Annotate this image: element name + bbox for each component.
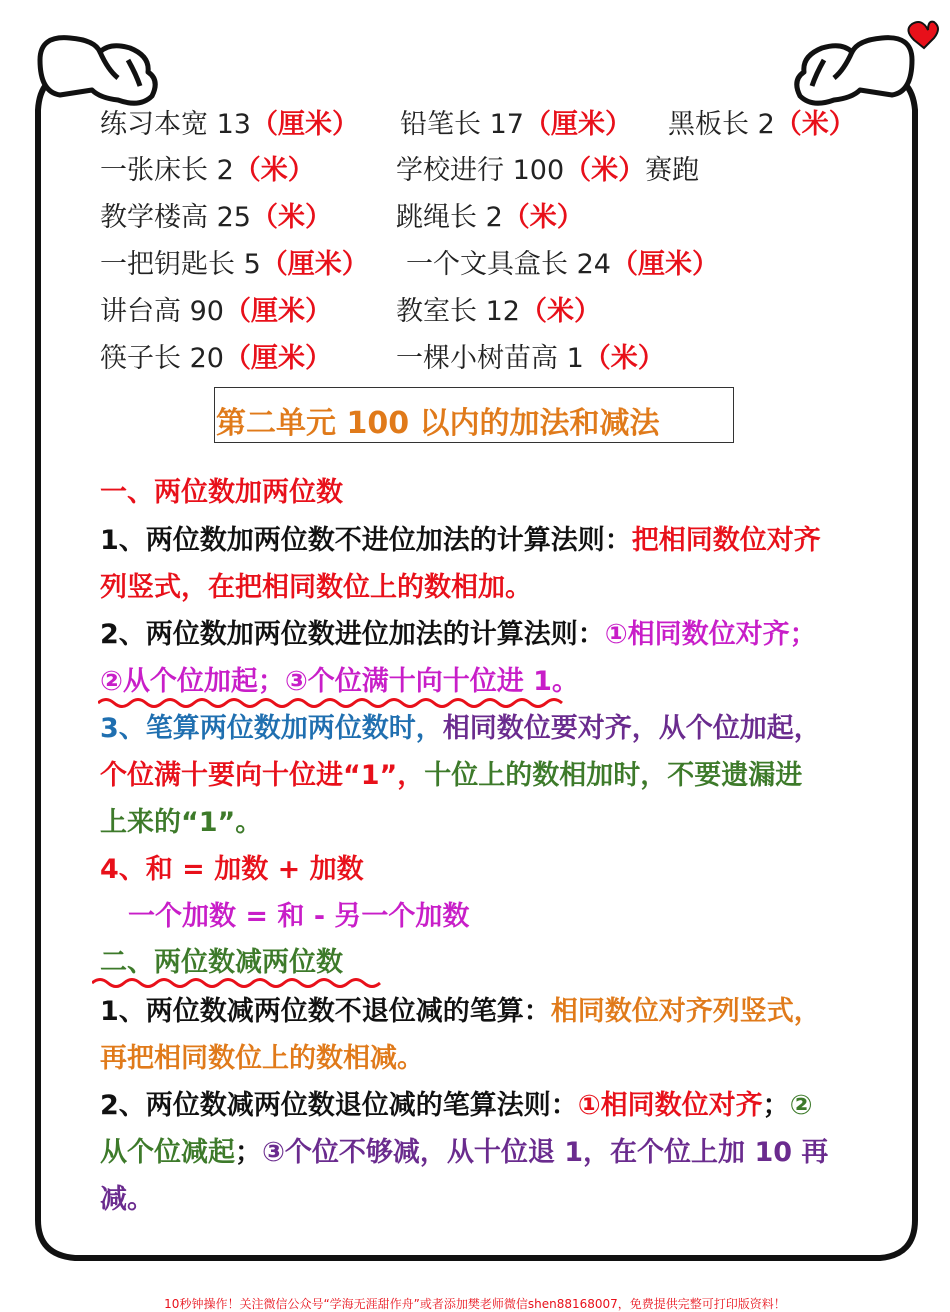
rule-3-line-3: 上来的“1”。: [100, 807, 263, 838]
sub-rule-1-line-2: 再把相同数位上的数相减。: [100, 1043, 424, 1074]
vocab-item: 教学楼高 25（米）: [100, 202, 332, 233]
sub-rule-2-line-2: 从个位减起；③个位不够减，从十位退 1，在个位上加 10 再: [100, 1137, 829, 1168]
vocab-item: 跳绳长 2（米）: [396, 202, 584, 233]
rule-4-line-1: 4、和 = 加数 + 加数: [100, 854, 364, 885]
vocab-item: 讲台高 90（厘米）: [100, 296, 332, 327]
rule-1-line-2: 列竖式，在把相同数位上的数相加。: [100, 572, 532, 603]
rule-4-line-2: 一个加数 = 和 - 另一个加数: [128, 901, 470, 932]
rule-3-line-1: 3、笔算两位数加两位数时，相同数位要对齐，从个位加起，: [100, 713, 821, 744]
underline-wave: [92, 976, 382, 990]
vocab-item: 黑板长 2（米）: [668, 109, 856, 140]
section-2-title: 二、两位数减两位数: [100, 947, 343, 978]
vocab-item: 一张床长 2（米）: [100, 155, 315, 186]
rule-1-line-1: 1、两位数加两位数不进位加法的计算法则：把相同数位对齐: [100, 525, 821, 556]
unit-title: 第二单元 100 以内的加法和减法: [216, 406, 660, 441]
vocab-item: 一把钥匙长 5（厘米）: [100, 249, 369, 280]
vocab-item: 教室长 12（米）: [396, 296, 601, 327]
left-hand-icon: [40, 38, 155, 104]
footer-note: 10秒钟操作！关注微信公众号“学海无涯甜作舟”或者添加樊老师微信shen88168007，免费提供完整可打印版资料！: [164, 1297, 786, 1311]
right-hand-icon: [797, 38, 912, 104]
vocab-item: 铅笔长 17（厘米）: [400, 109, 632, 140]
vocab-item: 一棵小树苗高 1（米）: [396, 343, 665, 374]
section-1-title: 一、两位数加两位数: [100, 477, 343, 508]
rule-2-line-1: 2、两位数加两位数进位加法的计算法则：①相同数位对齐；: [100, 619, 817, 650]
vocab-item: 练习本宽 13（厘米）: [100, 109, 359, 140]
rule-3-line-2: 个位满十要向十位进“1”，十位上的数相加时，不要遗漏进: [100, 760, 803, 791]
sub-rule-2-line-3: 减。: [100, 1184, 154, 1215]
sub-rule-2-line-1: 2、两位数减两位数退位减的笔算法则：①相同数位对齐；②: [100, 1090, 813, 1121]
vocab-item: 一个文具盒长 24（厘米）: [406, 249, 719, 280]
sub-rule-1-line-1: 1、两位数减两位数不退位减的笔算：相同数位对齐列竖式，: [100, 996, 821, 1027]
underline-wave: [98, 696, 568, 710]
vocab-item: 筷子长 20（厘米）: [100, 343, 332, 374]
heart-icon: [908, 22, 938, 48]
vocab-item: 学校进行 100（米）赛跑: [396, 155, 700, 186]
rule-2-line-2: ②从个位加起；③个位满十向十位进 1。: [100, 666, 579, 697]
